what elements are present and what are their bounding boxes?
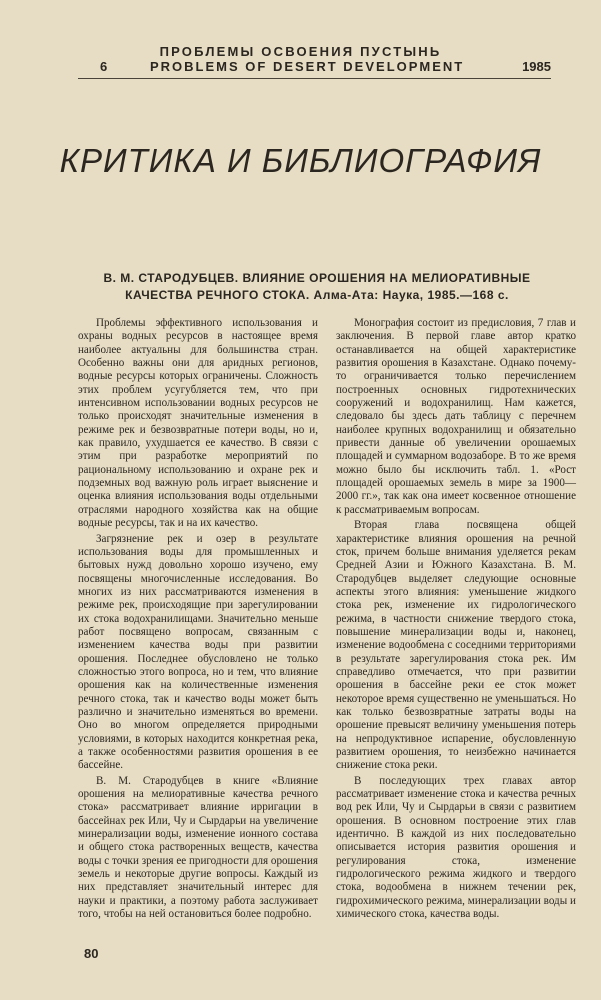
book-reference: В. М. СТАРОДУБЦЕВ. ВЛИЯНИЕ ОРОШЕНИЯ НА МЕЛИОРАТИВНЫЕ КАЧЕСТВА РЕЧНОГО СТОКА. Алма-Ата: Наука, 1985.—168 с. [103, 271, 531, 302]
paragraph: В. М. Стародубцев в книге «Влияние орошения на мелиоративные качества речного стока» рассматривает влияние ирригации в бассейнах рек Или, Чу и Сырдарьи на увеличение минерализации воды, изменение ионного состава и общего стока растворенных веществ, качества воды с точки зрения ее пригодности для орошения земель и некоторые другие вопросы. Каждый из них представляет значительный интерес для науки и практики, а поэтому работа заслуживает того, чтобы на ней остановиться более подробно. [78, 774, 318, 921]
page-number: 80 [84, 946, 99, 961]
issue-number: 6 [100, 59, 108, 74]
left-column [78, 317, 318, 923]
paragraph: Вторая глава посвящена общей характеристике влияния орошения на речной сток, причем больше внимания уделяется рекам Средней Азии и Южного Казахстана. В. М. Стародубцев выделяет следующие основные аспекты этого влияния: уменьшение жидкого стока рек, изменение их гидрологического режима, в частности снижение твердого стока, повышение минерализации воды и, наконец, изменение водообмена с соседними территориями в результате зарегулирования стока рек. Им справедливо отмечается, что при развитии орошения в бассейне реки ее сток может некоторое время существенно не уменьшаться. Но как только безвозвратные затраты воды на орошение превысят величину уменьшения потерь на непродуктивное испарение, обусловленную развитием орошения, то неизбежно начинается снижение стока реки. [336, 519, 576, 772]
paragraph: В последующих трех главах автор рассматривает изменение стока и качества речных вод рек Или, Чу и Сырдарьи в связи с развитием орошения. В основном построение этих глав идентично. В каждой из них последовательно описывается история развития орошения и регулирования стока, изменение гидрологического режима жидкого и твердого стока, водообмена в нижнем течении рек, гидрохимического режима, минерализации воды и химического стока, качества воды. [336, 774, 576, 921]
paragraph: Загрязнение рек и озер в результате использования воды для промышленных и бытовых нужд довольно хорошо изучено, ему посвящены многочисленные исследования. Во многих из них рассматриваются изменения в режиме рек, происходящие при зарегулировании их стока водохранилищами. Значительно меньше работ посвящено вопросам, связанным с изменением качества воды при развитии орошения. Последнее обусловлено не только сложностью этого вопроса, но и тем, что влияние орошения как на количественные изменения речного стока, так и качество воды может быть различно и значительно изменяться во времени. Оно во многом определяется природными условиями, в которых находится конкретная река, а также особенностями развития орошения в ее бассейне. [78, 532, 318, 772]
journal-title-english: PROBLEMS OF DESERT DEVELOPMENT [150, 59, 465, 74]
journal-title-russian: ПРОБЛЕМЫ ОСВОЕНИЯ ПУСТЫНЬ [159, 44, 442, 59]
right-column [336, 317, 576, 923]
paragraph: Монография состоит из предисловия, 7 глав и заключения. В первой главе автор кратко останавливается на общей характеристике развития орошения в Казахстане. Однако почему-то ограничивается только перечислением построенных основных гидротехнических сооружений и водохранилищ. Нам кажется, следовало бы здесь дать таблицу с перечнем наиболее крупных водохранилищ и обязательно привести данные об увеличении орошаемых площадей и суммарном водозаборе. В то же время можно было бы исключить табл. 1. «Рост площадей орошаемых земель в мире за 1900—2000 гг.», так как она имеет косвенное отношение к рассматриваемым вопросам. [336, 317, 576, 516]
issue-year: 1985 [522, 59, 551, 74]
section-title: КРИТИКА И БИБЛИОГРАФИЯ [59, 142, 542, 179]
paragraph: Проблемы эффективного использования и охраны водных ресурсов в настоящее время наиболее актуальны для большинства стран. Особенно важны они для аридных регионов, водные ресурсы которых ограничены. Сложность этих проблем усугубляется тем, что при интенсивном использовании водных ресурсов не только происходят значительные изменения в режиме рек и безвозвратные потери воды, но и, как правило, ухудшается ее качество. В связи с этим при разработке мероприятий по рациональному использованию и охране рек и подземных вод важную роль играет выяснение и оценка влияния использования воды отдельными отраслями народного хозяйства как на общие водные ресурсы, так и на их качество. [78, 317, 318, 530]
header-rule [78, 78, 551, 79]
